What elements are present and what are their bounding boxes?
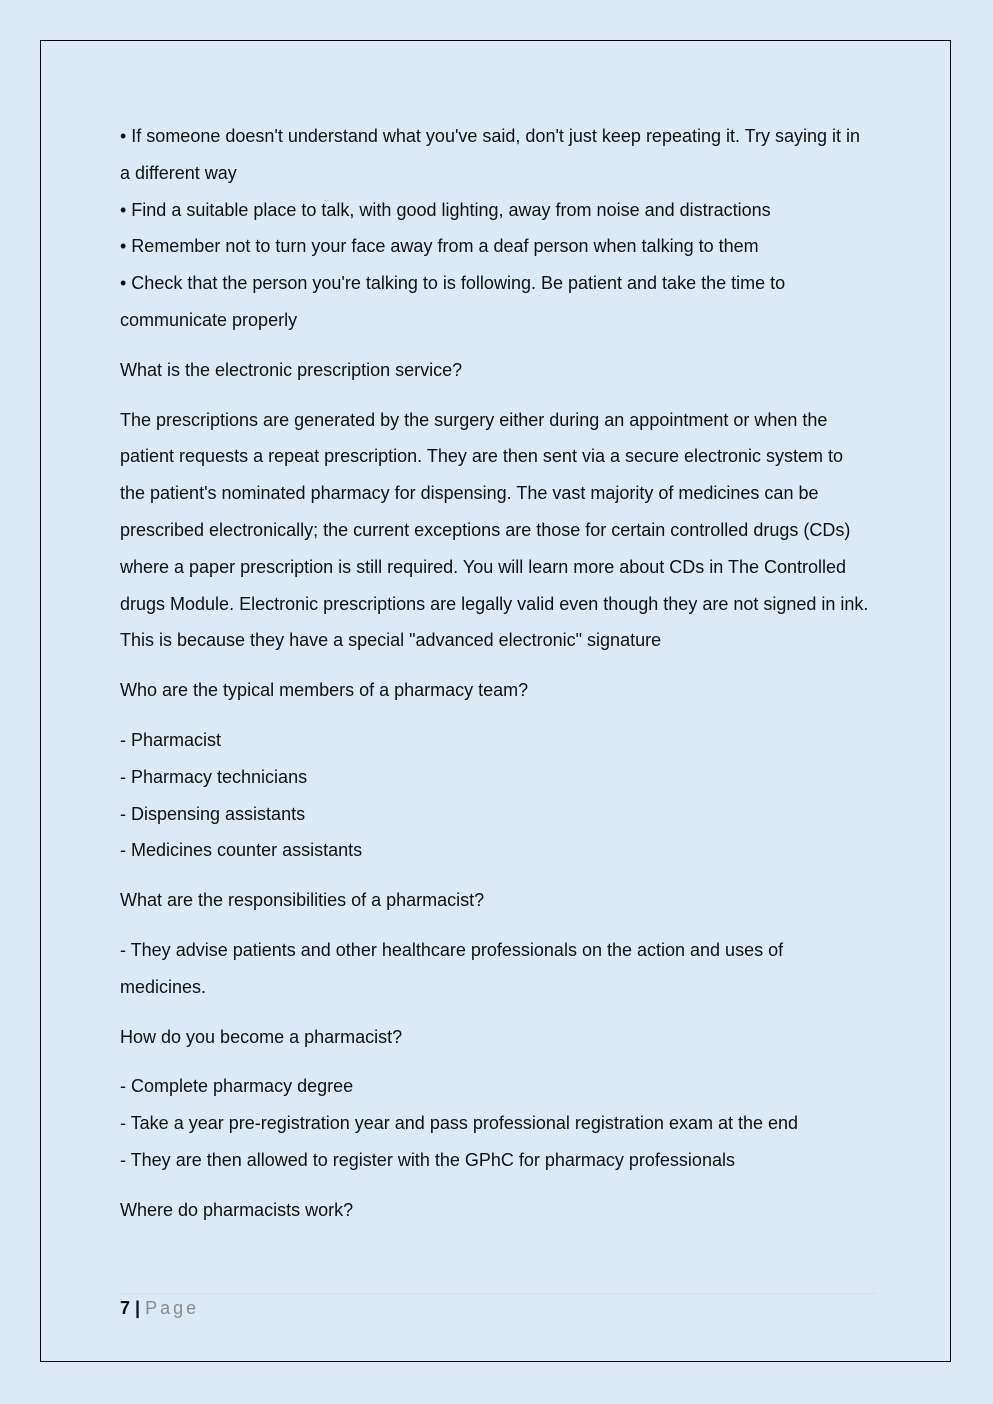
list-item: - Pharmacy technicians <box>120 766 308 787</box>
question-heading: How do you become a pharmacist? <box>120 1026 403 1047</box>
page-label: Page <box>145 1298 200 1318</box>
footer-divider <box>120 1293 875 1294</box>
list-item: - Medicines counter assistants <box>120 840 363 861</box>
page-footer <box>120 1296 199 1320</box>
page-number: 7 <box>120 1298 131 1318</box>
list-item: - Complete pharmacy degree <box>120 1076 354 1097</box>
paragraph: The prescriptions are generated by the surgery either during an appointment or when the patient requests a repeat prescription. They are then sent via a secure electronic system to the patient's nominated pharmacy for dispensing. The vast majority of medicines can be prescribed electronically; the current exceptions are those for certain controlled drugs (CDs) where a paper prescription is still required. You will learn more about CDs in The Controlled drugs Module. Electronic prescriptions are legally valid even though they are not signed in ink. This is because they have a special "advanced electronic" signature <box>120 409 869 651</box>
question-heading: Who are the typical members of a pharmacy team? <box>120 680 529 701</box>
question-heading: Where do pharmacists work? <box>120 1199 354 1220</box>
list-item: - Take a year pre-registration year and pass professional registration exam at the end <box>120 1113 799 1134</box>
question-heading: What are the responsibilities of a pharmacist? <box>120 890 485 911</box>
list-item: - They are then allowed to register with the GPhC for pharmacy professionals <box>120 1149 735 1170</box>
bullet-item: • Find a suitable place to talk, with good lighting, away from noise and distractions <box>120 199 771 220</box>
document-body <box>120 118 872 1229</box>
paragraph: - They advise patients and other healthcare professionals on the action and uses of medicines. <box>120 939 784 997</box>
list-item: - Dispensing assistants <box>120 803 306 824</box>
bullet-item: • Check that the person you're talking to is following. Be patient and take the time to communicate properly <box>120 273 786 330</box>
list-item: - Pharmacist <box>120 729 222 750</box>
bullet-item: • If someone doesn't understand what you've said, don't just keep repeating it. Try saying it in a different way <box>120 126 861 183</box>
question-heading: What is the electronic prescription service? <box>120 359 463 380</box>
bullet-item: • Remember not to turn your face away from a deaf person when talking to them <box>120 236 759 257</box>
footer-separator: | <box>135 1298 141 1318</box>
